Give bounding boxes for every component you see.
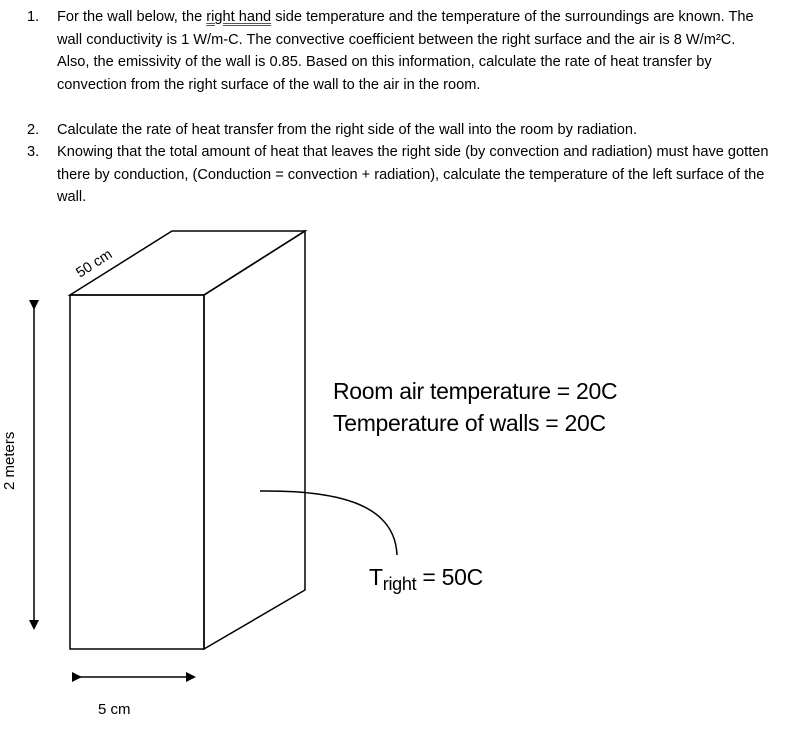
t-right-symbol: T xyxy=(369,564,383,590)
problem-1-text-prefix: For the wall below, the xyxy=(57,9,207,25)
t-right-subscript: right xyxy=(382,574,417,594)
depth-label: 50 cm xyxy=(73,246,116,282)
problem-3-text: Knowing that the total amount of heat that leaves the right side (by convection and radiation) must have gotten there by conduction, (Conduction = convection + radiation), calculate the temperature of the left surface of the wall. xyxy=(57,144,769,205)
problem-1-number: 1. xyxy=(27,9,40,25)
problem-3-number: 3. xyxy=(27,144,40,160)
t-right-label xyxy=(369,564,483,594)
wall-box xyxy=(70,231,305,649)
problem-2-text: Calculate the rate of heat transfer from the right side of the wall into the room by radiation. xyxy=(57,122,638,138)
height-label: 2 meters xyxy=(1,431,18,490)
room-air-temperature: Room air temperature = 20C xyxy=(333,378,618,404)
wall-right-face xyxy=(204,231,305,649)
wall-front-face xyxy=(70,295,204,649)
t-right-value: = 50C xyxy=(416,564,483,590)
problem-1-underlined: right hand xyxy=(206,9,272,25)
problem-2-number: 2. xyxy=(27,122,40,138)
problem-1-text-suffix: side temperature and the temperature of the surroundings are known. The wall conductivity is 1 W/m-C. The convective coefficient between the right surface and the air is 8 W/m²C. Also, the emissivity of the wall is 0.85. Based on this information, calculate the rate of heat transfer by convection from the right surface of the wall to the air in the room. xyxy=(57,9,754,93)
walls-temperature: Temperature of walls = 20C xyxy=(333,410,606,436)
t-right-leader-line xyxy=(260,491,397,555)
thickness-label: 5 cm xyxy=(98,701,131,718)
